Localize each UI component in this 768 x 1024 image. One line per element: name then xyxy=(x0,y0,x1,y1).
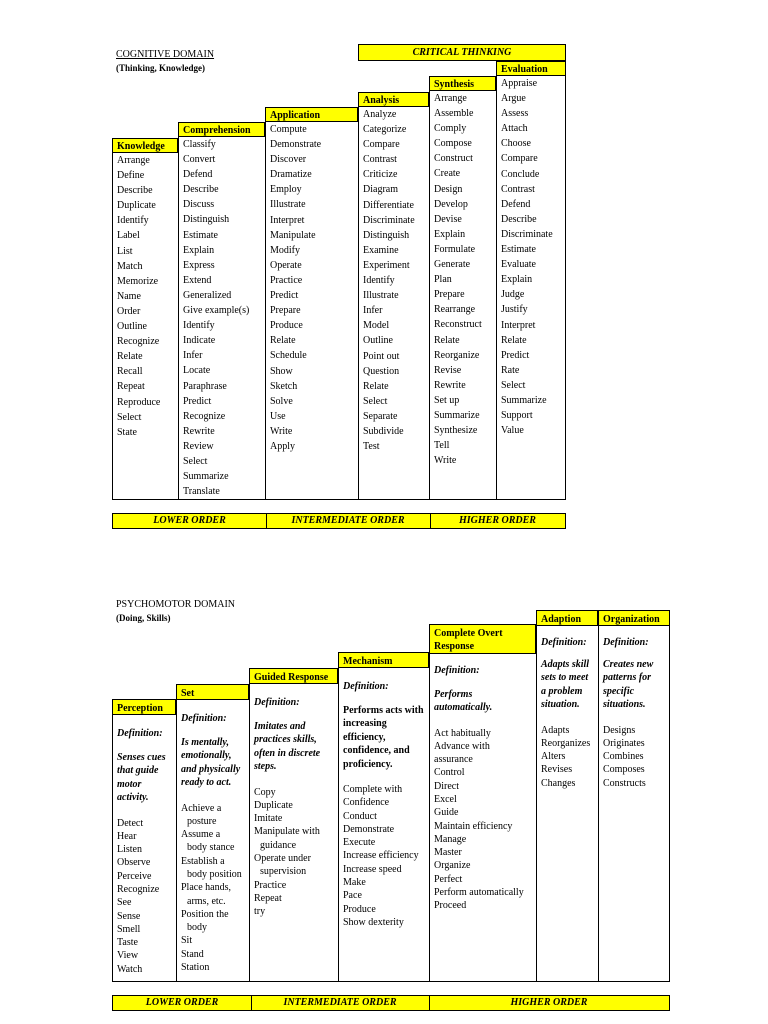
list-item: Describe xyxy=(501,213,537,225)
list-item: Distinguish xyxy=(363,229,410,241)
list-item: Reconstruct xyxy=(434,319,482,331)
list-item: Composes xyxy=(603,764,645,776)
definition-line: Creates new xyxy=(603,658,654,670)
list-item: Describe xyxy=(183,184,219,196)
list-item: Criticize xyxy=(363,169,398,181)
list-item: Select xyxy=(117,411,142,423)
column-evaluation xyxy=(496,76,566,500)
list-item: Write xyxy=(270,425,293,437)
list-item: Relate xyxy=(501,334,527,346)
list-item: Create xyxy=(434,168,461,180)
column-set xyxy=(176,700,250,982)
header-evaluation: Evaluation xyxy=(496,61,566,76)
definition-line: practices skills, xyxy=(254,734,317,745)
list-item: Solve xyxy=(270,395,293,407)
list-item: Analyze xyxy=(363,109,397,120)
list-item: Generate xyxy=(434,259,471,271)
list-item: Relate xyxy=(117,351,143,363)
definition-line: proficiency. xyxy=(343,758,393,770)
list-item: body position xyxy=(187,868,242,880)
list-item: Watch xyxy=(117,963,143,975)
definition-line: situation. xyxy=(541,699,580,710)
list-item: Compare xyxy=(501,153,538,165)
lower-order-label: LOWER ORDER xyxy=(145,997,219,1008)
definition-line: increasing xyxy=(343,718,387,729)
list-item: body stance xyxy=(187,842,235,854)
list-item: Duplicate xyxy=(254,799,293,811)
list-item: Translate xyxy=(183,486,220,498)
column-mechanism xyxy=(338,668,430,982)
column-adaption xyxy=(536,626,599,982)
list-item: Relate xyxy=(363,380,389,392)
list-item: Sit xyxy=(181,935,193,947)
list-item: Contrast xyxy=(363,154,397,166)
list-item: Prepare xyxy=(434,289,465,301)
list-item: Describe xyxy=(117,185,153,197)
list-item: Achieve a xyxy=(181,802,222,814)
header-perception: Perception xyxy=(112,699,176,715)
definition-label: Definition: xyxy=(434,665,480,676)
list-item: Defend xyxy=(183,169,213,181)
list-item: Pace xyxy=(343,890,362,902)
list-item: Increase speed xyxy=(343,863,402,875)
list-item: Question xyxy=(363,365,400,377)
list-item: supervision xyxy=(260,866,307,878)
psychomotor-title: PSYCHOMOTOR DOMAIN xyxy=(116,599,235,610)
list-item: Excel xyxy=(434,793,457,805)
cognitive-subtitle: (Thinking, Knowledge) xyxy=(116,63,206,73)
list-item: Perfect xyxy=(434,873,463,885)
column-complete-overt-response xyxy=(429,654,537,982)
list-item: Maintain efficiency xyxy=(434,820,513,832)
list-item: Point out xyxy=(363,350,400,362)
list-item: Conduct xyxy=(343,810,377,822)
list-item: Judge xyxy=(501,289,525,301)
list-item: Rewrite xyxy=(183,425,215,437)
list-item: Outline xyxy=(117,321,147,333)
psychomotor-order-bar xyxy=(112,995,670,1011)
header-application: Application xyxy=(265,107,358,122)
definition-line: and physically xyxy=(181,763,241,775)
definition-line: Imitates and xyxy=(254,720,306,732)
list-item: Recognize xyxy=(117,883,160,895)
list-item: Distinguish xyxy=(183,214,230,226)
list-item: Duplicate xyxy=(117,200,156,212)
list-item: Identify xyxy=(183,320,215,332)
list-item: Originates xyxy=(603,737,645,749)
list-item: Proceed xyxy=(434,900,467,912)
list-item: Define xyxy=(117,170,145,182)
definition-guided-response xyxy=(250,720,338,774)
list-item: Evaluate xyxy=(501,259,536,271)
list-item: Master xyxy=(434,847,462,859)
list-item: Manipulate with xyxy=(254,826,320,838)
list-item: Subdivide xyxy=(363,425,404,437)
list-item: View xyxy=(117,950,139,962)
definition-line: Adapts skill xyxy=(541,658,590,670)
list-item: Discover xyxy=(270,154,307,166)
list-item: assurance xyxy=(434,754,473,766)
definition-line: Is mentally, xyxy=(181,736,229,748)
list-item: Experiment xyxy=(363,259,410,271)
list-item: Prepare xyxy=(270,305,301,317)
header-knowledge: Knowledge xyxy=(112,138,178,153)
list-item: Compare xyxy=(363,139,400,151)
header-organization: Organization xyxy=(598,610,670,626)
list-item: Constructs xyxy=(603,777,646,789)
list-item: Diagram xyxy=(363,184,398,196)
list-item: Estimate xyxy=(183,229,218,241)
list-item: Predict xyxy=(183,395,212,407)
list-item: List xyxy=(117,245,133,257)
definition-set xyxy=(177,736,249,790)
intermediate-order-label: INTERMEDIATE ORDER xyxy=(283,997,397,1008)
definition-line: patterns for xyxy=(603,672,652,683)
list-item: Guide xyxy=(434,807,459,819)
list-item: Recognize xyxy=(117,336,160,348)
definition-line: steps. xyxy=(254,761,277,772)
list-item: posture xyxy=(187,815,217,827)
list-item: Order xyxy=(117,305,141,317)
list-item: Manipulate xyxy=(270,229,316,241)
definition-perception xyxy=(113,751,176,805)
list-item: Station xyxy=(181,962,210,974)
list-item: Test xyxy=(363,441,380,453)
list-item: Review xyxy=(183,440,214,452)
list-item: Predict xyxy=(501,349,530,361)
list-item: Separate xyxy=(363,410,398,422)
definition-line: automatically. xyxy=(434,702,493,713)
list-item: Employ xyxy=(270,184,302,196)
list-item: See xyxy=(117,897,132,909)
list-item: Reorganize xyxy=(434,349,480,361)
list-item: Illustrate xyxy=(363,290,399,302)
column-synthesis xyxy=(429,91,497,500)
list-item: Make xyxy=(343,877,366,889)
list-item: Infer xyxy=(363,305,383,317)
list-item: Confidence xyxy=(343,797,390,809)
list-item: Explain xyxy=(183,244,215,256)
list-item: Dramatize xyxy=(270,169,312,181)
critical-thinking-banner: CRITICAL THINKING xyxy=(358,44,566,61)
list-item: Reorganizes xyxy=(541,737,591,749)
list-item: Assemble xyxy=(434,108,474,120)
list-item: Contrast xyxy=(501,183,535,195)
definition-line: confidence, and xyxy=(343,745,410,756)
header-comprehension: Comprehension xyxy=(178,122,265,137)
list-item: Summarize xyxy=(434,409,480,421)
list-item: Operate xyxy=(270,259,302,271)
definition-label: Definition: xyxy=(181,713,227,724)
definition-label: Definition: xyxy=(254,697,300,708)
list-item: Demonstrate xyxy=(270,139,322,151)
list-item: Perceive xyxy=(117,870,152,882)
list-item: Sketch xyxy=(270,380,298,392)
list-item: Select xyxy=(363,395,388,407)
header-guided-response: Guided Response xyxy=(249,668,338,684)
list-item: Construct xyxy=(434,153,473,165)
definition-line: motor xyxy=(117,778,142,790)
intermediate-order-label: INTERMEDIATE ORDER xyxy=(291,515,405,526)
list-item: Match xyxy=(117,260,143,272)
column-organization xyxy=(598,626,670,982)
definition-line: specific xyxy=(603,685,635,697)
definition-label: Definition: xyxy=(117,728,163,739)
list-item: Estimate xyxy=(501,244,536,256)
list-item: Manage xyxy=(434,833,467,845)
list-item: Relate xyxy=(434,334,460,346)
list-item: Name xyxy=(117,290,141,302)
list-item: Produce xyxy=(270,320,303,332)
list-item: Assess xyxy=(501,108,529,120)
list-item: Imitate xyxy=(254,813,283,825)
list-item: Support xyxy=(501,410,533,422)
list-item: Compose xyxy=(434,138,472,150)
list-item: Discriminate xyxy=(363,214,415,226)
definition-adaption xyxy=(537,658,598,712)
list-item: Repeat xyxy=(117,381,145,393)
psychomotor-subtitle: (Doing, Skills) xyxy=(116,613,171,623)
list-item: Smell xyxy=(117,923,141,935)
list-item: Summarize xyxy=(501,394,547,406)
list-item: Discriminate xyxy=(501,228,553,240)
list-item: Conclude xyxy=(501,168,540,180)
list-item: Extend xyxy=(183,274,212,286)
list-item: State xyxy=(117,426,137,438)
column-knowledge xyxy=(112,153,179,500)
list-item: try xyxy=(254,906,266,918)
header-set: Set xyxy=(176,684,249,700)
list-item: Establish a xyxy=(181,855,225,867)
list-item: Copy xyxy=(254,786,276,798)
column-comprehension xyxy=(178,137,266,500)
list-item: Detect xyxy=(117,817,144,829)
list-item: Complete with xyxy=(343,784,403,795)
definition-line: Performs acts with xyxy=(343,704,424,716)
higher-order-label: HIGHER ORDER xyxy=(510,997,588,1008)
list-item: Control xyxy=(434,767,465,779)
list-item: Convert xyxy=(183,154,216,166)
definition-complete-overt-response xyxy=(430,688,536,715)
list-item: Demonstrate xyxy=(343,823,395,835)
list-item: Plan xyxy=(434,274,452,286)
definition-line: emotionally, xyxy=(181,750,232,761)
list-item: Compute xyxy=(270,124,307,135)
list-item: Predict xyxy=(270,290,299,302)
list-item: Summarize xyxy=(183,471,229,483)
header-analysis: Analysis xyxy=(358,92,429,107)
list-item: Arrange xyxy=(434,93,467,104)
list-item: Advance with xyxy=(434,740,490,752)
definition-line: a problem xyxy=(541,685,583,697)
definition-label: Definition: xyxy=(541,637,587,648)
list-item: Devise xyxy=(434,213,462,225)
list-item: Comply xyxy=(434,123,467,135)
definition-line: Senses cues xyxy=(117,751,166,763)
column-guided-response xyxy=(249,684,339,982)
list-item: Direct xyxy=(434,780,459,792)
definition-label: Definition: xyxy=(603,637,649,648)
list-item: Schedule xyxy=(270,350,307,362)
list-item: Categorize xyxy=(363,124,407,136)
list-item: Modify xyxy=(270,244,300,256)
list-item: Memorize xyxy=(117,275,159,287)
cognitive-order-bar xyxy=(112,513,566,529)
list-item: Value xyxy=(501,425,524,437)
definition-line: that guide xyxy=(117,765,159,776)
list-item: Act habitually xyxy=(434,727,491,739)
list-item: Develop xyxy=(434,198,468,210)
list-item: Organize xyxy=(434,860,471,872)
list-item: Alters xyxy=(541,751,566,763)
header-synthesis: Synthesis xyxy=(429,76,496,91)
list-item: Argue xyxy=(501,93,526,105)
definition-label: Definition: xyxy=(343,681,389,692)
list-item: Recall xyxy=(117,366,143,378)
list-item: Defend xyxy=(501,198,531,210)
list-item: Recognize xyxy=(183,410,226,422)
list-item: Observe xyxy=(117,857,151,869)
list-item: Sense xyxy=(117,910,141,922)
list-item: Adapts xyxy=(541,724,570,736)
definition-line: situations. xyxy=(603,699,646,710)
definition-mechanism xyxy=(339,704,429,772)
list-item: Outline xyxy=(363,335,393,347)
list-item: Synthesize xyxy=(434,425,478,437)
list-item: Classify xyxy=(183,139,216,150)
definition-line: efficiency, xyxy=(343,731,386,743)
list-item: Explain xyxy=(501,274,533,286)
list-item: Apply xyxy=(270,440,295,452)
list-item: Design xyxy=(434,183,463,195)
list-item: Identify xyxy=(363,275,395,287)
list-item: arms, etc. xyxy=(187,895,226,907)
list-item: Assume a xyxy=(181,829,221,841)
list-item: Identify xyxy=(117,215,149,227)
list-item: Increase efficiency xyxy=(343,850,419,862)
list-item: Show dexterity xyxy=(343,916,404,928)
list-item: Tell xyxy=(434,440,450,452)
list-item: Choose xyxy=(501,138,531,150)
list-item: Select xyxy=(183,455,208,467)
column-analysis xyxy=(358,107,430,500)
list-item: Stand xyxy=(181,948,204,960)
list-item: Execute xyxy=(343,837,376,849)
list-item: Position the xyxy=(181,908,229,920)
list-item: Taste xyxy=(117,937,138,949)
list-item: Attach xyxy=(501,123,528,135)
list-item: Set up xyxy=(434,394,460,406)
list-item: Produce xyxy=(343,903,376,915)
list-item: Interpret xyxy=(270,214,305,226)
header-mechanism: Mechanism xyxy=(338,652,429,668)
header-adaption: Adaption xyxy=(536,610,598,626)
list-item: Justify xyxy=(501,304,528,316)
list-item: Show xyxy=(270,365,293,377)
list-item: Model xyxy=(363,320,390,332)
list-item: Illustrate xyxy=(270,199,306,211)
header-complete-overt-response: Complete Overt Response xyxy=(429,624,536,654)
list-item: Use xyxy=(270,410,286,422)
list-item: Repeat xyxy=(254,892,282,904)
definition-line: ready to act. xyxy=(181,777,232,788)
list-item: Changes xyxy=(541,777,576,789)
list-item: Write xyxy=(434,455,457,467)
list-item: Label xyxy=(117,230,140,242)
definition-line: sets to meet xyxy=(541,672,589,683)
column-application xyxy=(265,122,359,500)
definition-line: often in discrete xyxy=(254,747,321,759)
list-item: Operate under xyxy=(254,852,311,864)
list-item: Rewrite xyxy=(434,379,466,391)
list-item: Locate xyxy=(183,365,211,377)
list-item: Rate xyxy=(501,364,520,376)
list-item: Relate xyxy=(270,335,296,347)
list-item: Perform automatically xyxy=(434,887,524,899)
list-item: Discuss xyxy=(183,199,215,211)
list-item: Generalized xyxy=(183,289,232,301)
list-item: Express xyxy=(183,259,215,271)
list-item: Arrange xyxy=(117,155,150,166)
list-item: Paraphrase xyxy=(183,380,227,392)
higher-order-label: HIGHER ORDER xyxy=(459,515,536,526)
definition-organization xyxy=(599,658,669,712)
list-item: Listen xyxy=(117,844,142,856)
list-item: Appraise xyxy=(501,78,538,89)
list-item: Formulate xyxy=(434,243,476,255)
definition-line: Performs xyxy=(434,688,473,700)
list-item: Combines xyxy=(603,751,644,763)
list-item: Revise xyxy=(434,364,462,376)
list-item: Explain xyxy=(434,228,466,240)
list-item: Infer xyxy=(183,350,203,362)
list-item: body xyxy=(187,922,207,934)
list-item: Practice xyxy=(254,879,287,891)
list-item: Place hands, xyxy=(181,882,231,894)
list-item: Differentiate xyxy=(363,199,414,211)
list-item: Practice xyxy=(270,274,303,286)
list-item: Designs xyxy=(603,724,636,736)
list-item: Give example(s) xyxy=(183,305,250,317)
list-item: Reproduce xyxy=(117,396,161,408)
list-item: Select xyxy=(501,379,526,391)
list-item: guidance xyxy=(260,839,297,851)
list-item: Indicate xyxy=(183,335,216,347)
lower-order-label: LOWER ORDER xyxy=(153,515,226,526)
list-item: Examine xyxy=(363,244,399,256)
cognitive-title: COGNITIVE DOMAIN xyxy=(116,49,215,60)
list-item: Rearrange xyxy=(434,304,476,316)
column-perception xyxy=(112,715,177,982)
list-item: Interpret xyxy=(501,319,536,331)
definition-line: activity. xyxy=(117,792,149,803)
list-item: Hear xyxy=(117,830,137,842)
list-item: Revises xyxy=(541,764,573,776)
